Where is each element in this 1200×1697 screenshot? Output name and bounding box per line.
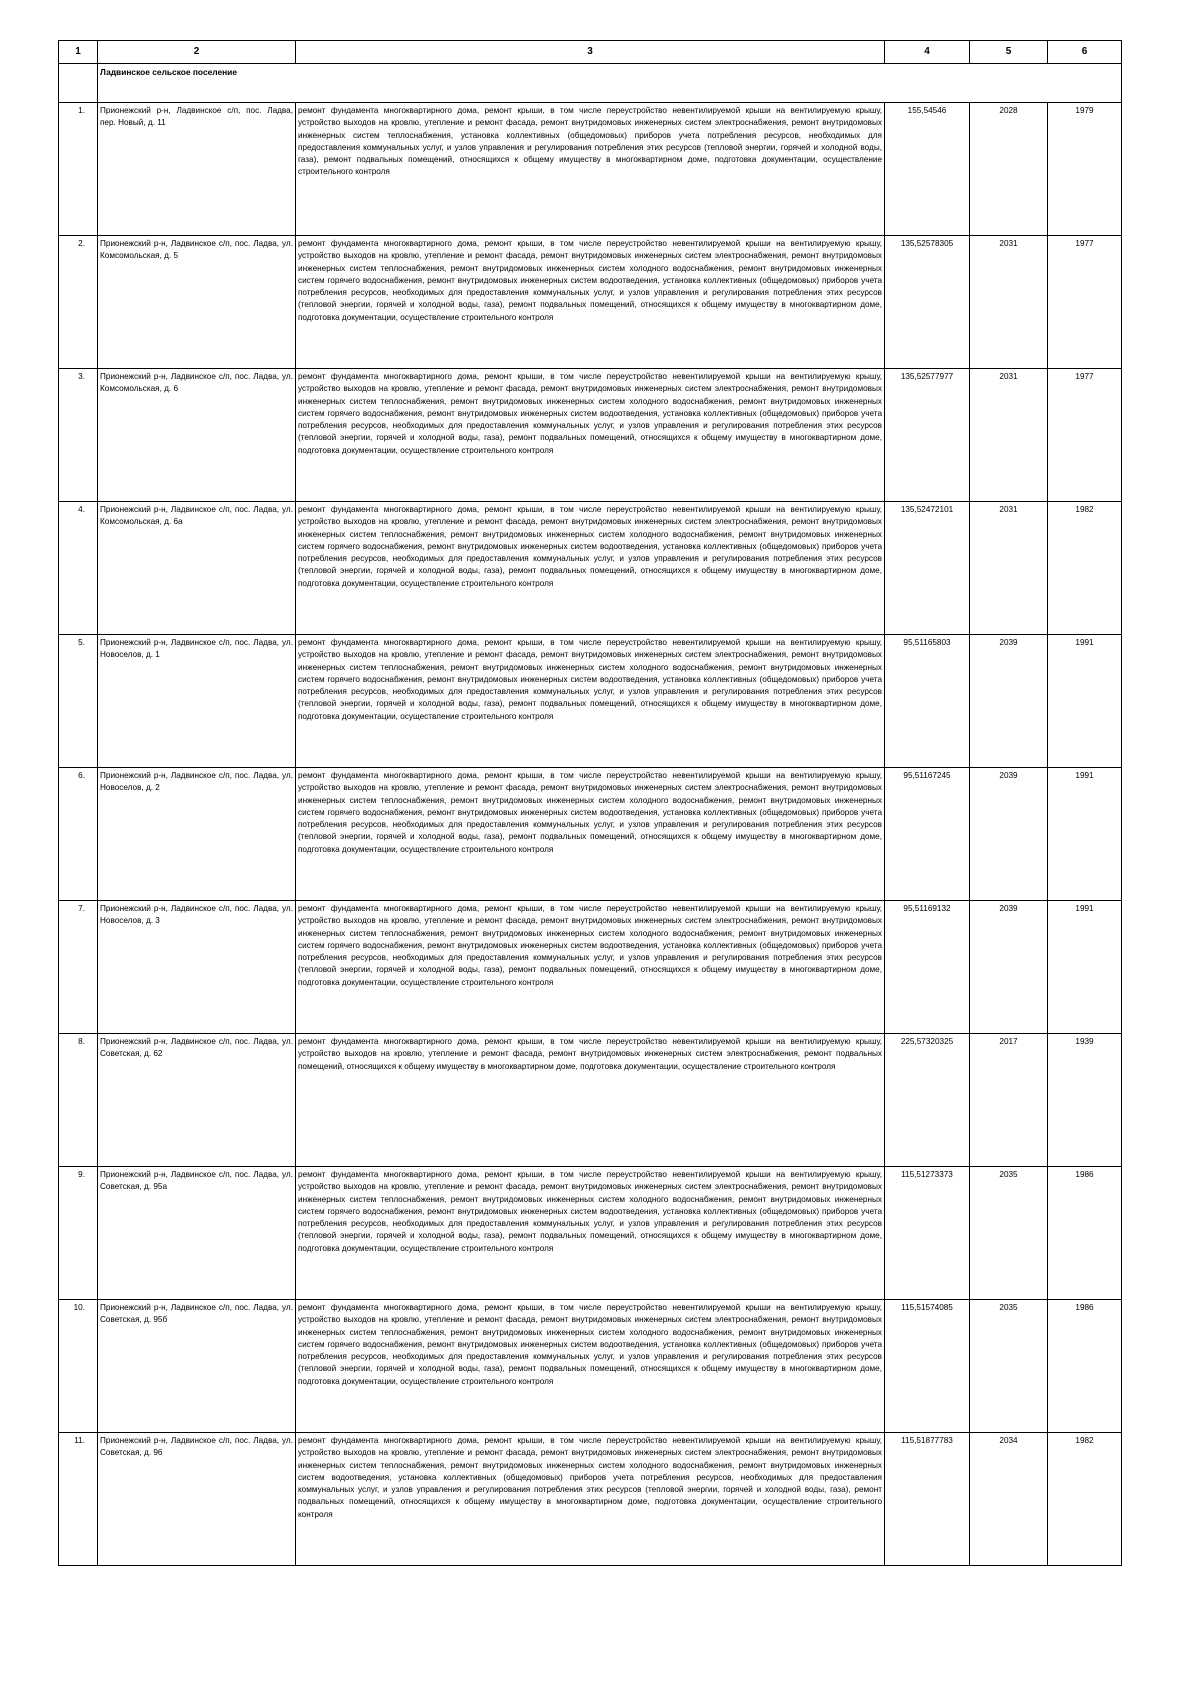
address-cell: Прионежский р-н, Ладвинское с/п, пос. Ладва, ул. Новоселов, д. 1 [98,635,296,768]
row-number: 9. [59,1167,98,1300]
column-number-row [59,41,1122,64]
address-cell: Прионежский р-н, Ладвинское с/п, пос. Ладва, ул. Новоселов, д. 2 [98,768,296,901]
row-number: 4. [59,502,98,635]
table-row [59,901,1122,1034]
built-year-cell: 1979 [1048,103,1122,236]
plan-year-cell: 2031 [970,236,1048,369]
row-number: 11. [59,1433,98,1566]
table-row [59,768,1122,901]
works-cell: ремонт фундамента многоквартирного дома, ремонт крыши, в том числе переустройство невентилируемой крыши на вентилируемую крышу, устройство выходов на кровлю, утепление и ремонт фасада, ремонт внутридомовых инженерных систем электроснабжения, ремонт внутридомовых инженерных систем теплоснабжения, ремонт внутридомовых инженерных систем холодного водоснабжения, ремонт внутридомовых инженерных систем горячего водоснабжения, ремонт внутридомовых инженерных систем водоотведения, установка коллективных (общедомовых) приборов учета потребления ресурсов, необходимых для предоставления коммунальных услуг, и узлов управления и регулирования потребления этих ресурсов (тепловой энергии, горячей и холодной воды, газа), ремонт подвальных помещений, относящихся к общему имуществу в многоквартирном доме, подготовка документации, осуществление строительного контроля [296,236,885,369]
plan-year-cell: 2039 [970,901,1048,1034]
table-row [59,236,1122,369]
works-cell: ремонт фундамента многоквартирного дома, ремонт крыши, в том числе переустройство невентилируемой крыши на вентилируемую крышу, устройство выходов на кровлю, утепление и ремонт фасада, ремонт внутридомовых инженерных систем электроснабжения, ремонт внутридомовых инженерных систем теплоснабжения, ремонт внутридомовых инженерных систем холодного водоснабжения, ремонт внутридомовых инженерных систем горячего водоснабжения, ремонт внутридомовых инженерных систем водоотведения, установка коллективных (общедомовых) приборов учета потребления ресурсов, необходимых для предоставления коммунальных услуг, и узлов управления и регулирования потребления этих ресурсов (тепловой энергии, горячей и холодной воды, газа), ремонт подвальных помещений, относящихся к общему имуществу в многоквартирном доме, подготовка документации, осуществление строительного контроля [296,502,885,635]
address-cell: Прионежский р-н, Ладвинское с/п, пос. Ладва, пер. Новый, д. 11 [98,103,296,236]
table-row [59,103,1122,236]
address-cell: Прионежский р-н, Ладвинское с/п, пос. Ладва, ул. Советская, д. 62 [98,1034,296,1167]
table-row [59,1433,1122,1566]
column-number: 2 [98,41,296,64]
works-cell: ремонт фундамента многоквартирного дома, ремонт крыши, в том числе переустройство невентилируемой крыши на вентилируемую крышу, устройство выходов на кровлю, утепление и ремонт фасада, ремонт внутридомовых инженерных систем электроснабжения, ремонт внутридомовых инженерных систем теплоснабжения, ремонт внутридомовых инженерных систем холодного водоснабжения, ремонт внутридомовых инженерных систем горячего водоснабжения, ремонт внутридомовых инженерных систем водоотведения, установка коллективных (общедомовых) приборов учета потребления ресурсов, необходимых для предоставления коммунальных услуг, и узлов управления и регулирования потребления этих ресурсов (тепловой энергии, горячей и холодной воды, газа), ремонт подвальных помещений, относящихся к общему имуществу в многоквартирном доме, подготовка документации, осуществление строительного контроля [296,901,885,1034]
works-cell: ремонт фундамента многоквартирного дома, ремонт крыши, в том числе переустройство невентилируемой крыши на вентилируемую крышу, устройство выходов на кровлю, утепление и ремонт фасада, ремонт внутридомовых инженерных систем электроснабжения, ремонт подвальных помещений, относящихся к общему имуществу в многоквартирном доме, подготовка документации, осуществление строительного контроля [296,1034,885,1167]
plan-year-cell: 2031 [970,502,1048,635]
row-number: 7. [59,901,98,1034]
cost-cell: 95,51165803 [885,635,970,768]
plan-year-cell: 2017 [970,1034,1048,1167]
built-year-cell: 1977 [1048,236,1122,369]
cost-cell: 115,51574085 [885,1300,970,1433]
works-cell: ремонт фундамента многоквартирного дома, ремонт крыши, в том числе переустройство невентилируемой крыши на вентилируемую крышу, устройство выходов на кровлю, утепление и ремонт фасада, ремонт внутридомовых инженерных систем электроснабжения, ремонт внутридомовых инженерных систем теплоснабжения, ремонт внутридомовых инженерных систем холодного водоснабжения, ремонт внутридомовых инженерных систем горячего водоснабжения, ремонт внутридомовых инженерных систем водоотведения, установка коллективных (общедомовых) приборов учета потребления ресурсов, необходимых для предоставления коммунальных услуг, и узлов управления и регулирования потребления этих ресурсов (тепловой энергии, горячей и холодной воды, газа), ремонт подвальных помещений, относящихся к общему имуществу в многоквартирном доме, подготовка документации, осуществление строительного контроля [296,635,885,768]
cost-cell: 225,57320325 [885,1034,970,1167]
capital-repair-table [58,40,1122,1566]
plan-year-cell: 2031 [970,369,1048,502]
works-cell: ремонт фундамента многоквартирного дома, ремонт крыши, в том числе переустройство невентилируемой крыши на вентилируемую крышу, устройство выходов на кровлю, утепление и ремонт фасада, ремонт внутридомовых инженерных систем электроснабжения, ремонт внутридомовых инженерных систем теплоснабжения, установка коллективных (общедомовых) приборов учета потребления ресурсов, необходимых для предоставления коммунальных услуг, и узлов управления и регулирования потребления этих ресурсов (тепловой энергии, горячей и холодной воды, газа), ремонт подвальных помещений, относящихся к общему имуществу в многоквартирном доме, подготовка документации, осуществление строительного контроля [296,103,885,236]
column-number: 3 [296,41,885,64]
built-year-cell: 1982 [1048,1433,1122,1566]
table-row [59,1300,1122,1433]
address-cell: Прионежский р-н, Ладвинское с/п, пос. Ладва, ул. Советская, д. 95а [98,1167,296,1300]
plan-year-cell: 2039 [970,635,1048,768]
works-cell: ремонт фундамента многоквартирного дома, ремонт крыши, в том числе переустройство невентилируемой крыши на вентилируемую крышу, устройство выходов на кровлю, утепление и ремонт фасада, ремонт внутридомовых инженерных систем электроснабжения, ремонт внутридомовых инженерных систем теплоснабжения, ремонт внутридомовых инженерных систем холодного водоснабжения, ремонт внутридомовых инженерных систем горячего водоснабжения, ремонт внутридомовых инженерных систем водоотведения, установка коллективных (общедомовых) приборов учета потребления ресурсов, необходимых для предоставления коммунальных услуг, и узлов управления и регулирования потребления этих ресурсов (тепловой энергии, горячей и холодной воды, газа), ремонт подвальных помещений, относящихся к общему имуществу в многоквартирном доме, подготовка документации, осуществление строительного контроля [296,369,885,502]
built-year-cell: 1982 [1048,502,1122,635]
column-number: 4 [885,41,970,64]
section-title: Ладвинское сельское поселение [98,64,1122,103]
section-number-cell [59,64,98,103]
row-number: 10. [59,1300,98,1433]
built-year-cell: 1986 [1048,1300,1122,1433]
section-row [59,64,1122,103]
row-number: 3. [59,369,98,502]
table-row [59,502,1122,635]
works-cell: ремонт фундамента многоквартирного дома, ремонт крыши, в том числе переустройство невентилируемой крыши на вентилируемую крышу, устройство выходов на кровлю, утепление и ремонт фасада, ремонт внутридомовых инженерных систем электроснабжения, ремонт внутридомовых инженерных систем теплоснабжения, ремонт внутридомовых инженерных систем холодного водоснабжения, ремонт внутридомовых инженерных систем горячего водоснабжения, ремонт внутридомовых инженерных систем водоотведения, установка коллективных (общедомовых) приборов учета потребления ресурсов, необходимых для предоставления коммунальных услуг, и узлов управления и регулирования потребления этих ресурсов (тепловой энергии, горячей и холодной воды, газа), ремонт подвальных помещений, относящихся к общему имуществу в многоквартирном доме, подготовка документации, осуществление строительного контроля [296,1167,885,1300]
address-cell: Прионежский р-н, Ладвинское с/п, пос. Ладва, ул. Комсомольская, д. 6а [98,502,296,635]
cost-cell: 95,51167245 [885,768,970,901]
table-row [59,369,1122,502]
cost-cell: 135,52577977 [885,369,970,502]
built-year-cell: 1939 [1048,1034,1122,1167]
plan-year-cell: 2035 [970,1300,1048,1433]
row-number: 2. [59,236,98,369]
table-row [59,1167,1122,1300]
works-cell: ремонт фундамента многоквартирного дома, ремонт крыши, в том числе переустройство невентилируемой крыши на вентилируемую крышу, устройство выходов на кровлю, утепление и ремонт фасада, ремонт внутридомовых инженерных систем электроснабжения, ремонт внутридомовых инженерных систем теплоснабжения, ремонт внутридомовых инженерных систем холодного водоснабжения, ремонт внутридомовых инженерных систем горячего водоснабжения, ремонт внутридомовых инженерных систем водоотведения, установка коллективных (общедомовых) приборов учета потребления ресурсов, необходимых для предоставления коммунальных услуг, и узлов управления и регулирования потребления этих ресурсов (тепловой энергии, горячей и холодной воды, газа), ремонт подвальных помещений, относящихся к общему имуществу в многоквартирном доме, подготовка документации, осуществление строительного контроля [296,768,885,901]
works-cell: ремонт фундамента многоквартирного дома, ремонт крыши, в том числе переустройство невентилируемой крыши на вентилируемую крышу, устройство выходов на кровлю, утепление и ремонт фасада, ремонт внутридомовых инженерных систем электроснабжения, ремонт внутридомовых инженерных систем теплоснабжения, ремонт внутридомовых инженерных систем холодного водоснабжения, ремонт внутридомовых инженерных систем водоотведения, установка коллективных (общедомовых) приборов учета потребления ресурсов, необходимых для предоставления коммунальных услуг, и узлов управления и регулирования потребления этих ресурсов (тепловой энергии, горячей и холодной воды, газа), ремонт подвальных помещений, относящихся к общему имуществу в многоквартирном доме, подготовка документации, осуществление строительного контроля [296,1433,885,1566]
column-number: 5 [970,41,1048,64]
table-row [59,635,1122,768]
built-year-cell: 1991 [1048,768,1122,901]
plan-year-cell: 2034 [970,1433,1048,1566]
column-number: 1 [59,41,98,64]
built-year-cell: 1986 [1048,1167,1122,1300]
address-cell: Прионежский р-н, Ладвинское с/п, пос. Ладва, ул. Советская, д. 96 [98,1433,296,1566]
address-cell: Прионежский р-н, Ладвинское с/п, пос. Ладва, ул. Комсомольская, д. 6 [98,369,296,502]
address-cell: Прионежский р-н, Ладвинское с/п, пос. Ладва, ул. Новоселов, д. 3 [98,901,296,1034]
address-cell: Прионежский р-н, Ладвинское с/п, пос. Ладва, ул. Советская, д. 95б [98,1300,296,1433]
plan-year-cell: 2028 [970,103,1048,236]
plan-year-cell: 2035 [970,1167,1048,1300]
cost-cell: 95,51169132 [885,901,970,1034]
cost-cell: 135,52578305 [885,236,970,369]
built-year-cell: 1991 [1048,901,1122,1034]
column-number: 6 [1048,41,1122,64]
cost-cell: 115,51273373 [885,1167,970,1300]
row-number: 5. [59,635,98,768]
address-cell: Прионежский р-н, Ладвинское с/п, пос. Ладва, ул. Комсомольская, д. 5 [98,236,296,369]
table-row [59,1034,1122,1167]
row-number: 6. [59,768,98,901]
built-year-cell: 1977 [1048,369,1122,502]
cost-cell: 115,51877783 [885,1433,970,1566]
works-cell: ремонт фундамента многоквартирного дома, ремонт крыши, в том числе переустройство невентилируемой крыши на вентилируемую крышу, устройство выходов на кровлю, утепление и ремонт фасада, ремонт внутридомовых инженерных систем электроснабжения, ремонт внутридомовых инженерных систем теплоснабжения, ремонт внутридомовых инженерных систем холодного водоснабжения, ремонт внутридомовых инженерных систем горячего водоснабжения, ремонт внутридомовых инженерных систем водоотведения, установка коллективных (общедомовых) приборов учета потребления ресурсов, необходимых для предоставления коммунальных услуг, и узлов управления и регулирования потребления этих ресурсов (тепловой энергии, горячей и холодной воды, газа), ремонт подвальных помещений, относящихся к общему имуществу в многоквартирном доме, подготовка документации, осуществление строительного контроля [296,1300,885,1433]
plan-year-cell: 2039 [970,768,1048,901]
cost-cell: 155,54546 [885,103,970,236]
row-number: 8. [59,1034,98,1167]
cost-cell: 135,52472101 [885,502,970,635]
built-year-cell: 1991 [1048,635,1122,768]
row-number: 1. [59,103,98,236]
